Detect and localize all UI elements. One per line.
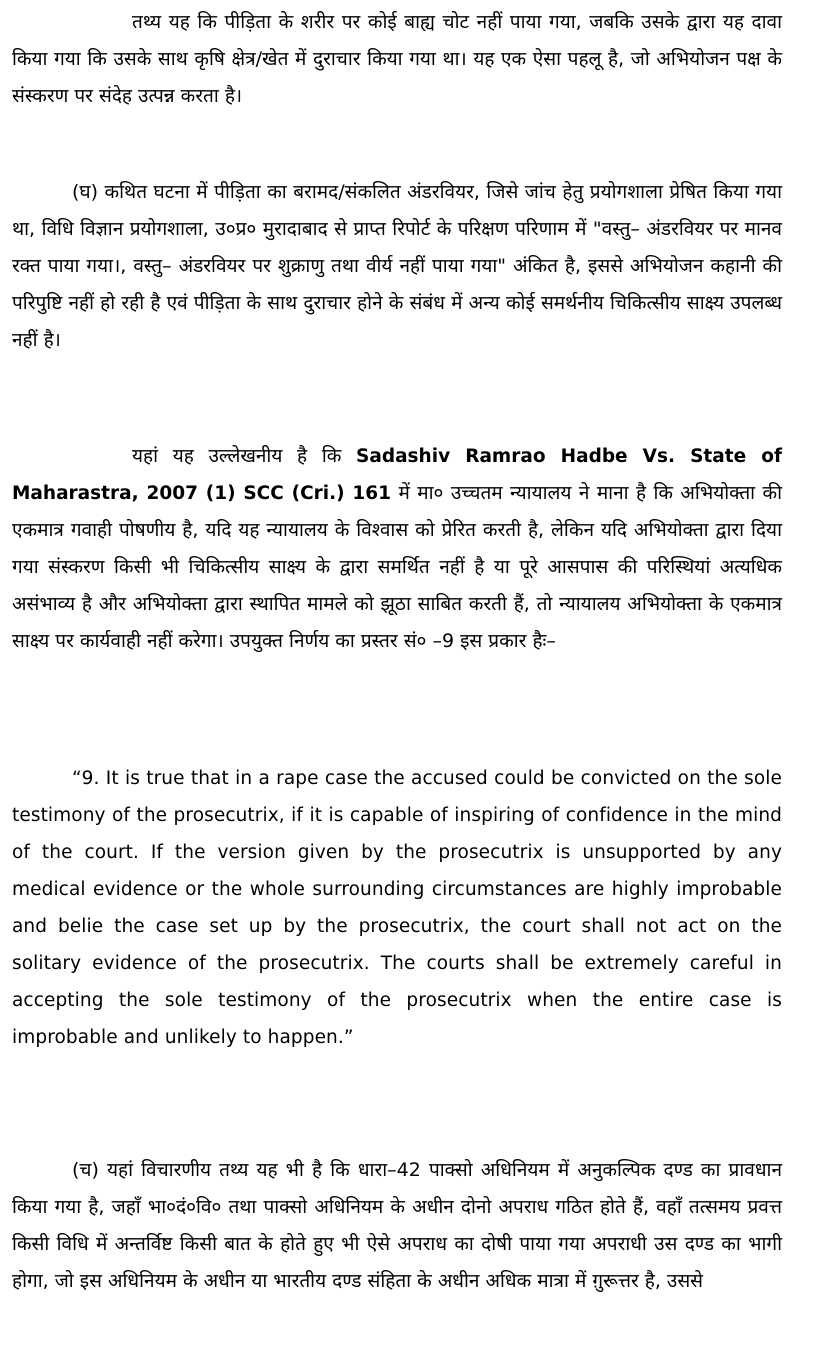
paragraph-cha-alternative-punishment: (च) यहां विचारणीय तथ्य यह भी है कि धारा–42 पाक्सो अधिनियम में अनुकल्पिक दण्ड का प्रावधान किया गया है, जहाँ भा०दं०वि० तथा पाक्सो अधिनियम के अधीन दोनो अपराध गठित होते हैं, वहाँ तत्समय प्रवत्त किसी विधि में अन्तर्विष्ट किसी बात के होते हुए भी ऐसे अपराध का दोषी पाया गया अपराधी उस दण्ड का भागी होगा, जो इस अधिनियम के अधीन या भारतीय दण्ड संहिता के अधीन अधिक मात्रा में ग़ुरूत्तर है, उससे bbox=[12, 1159, 782, 1292]
case-citation: Sadashiv Ramrao Hadbe Vs. State of Maharastra, 2007 (1) SCC (Cri.) 161 bbox=[12, 446, 782, 504]
case-law-intro-text: यहां यह उल्लेखनीय है कि bbox=[132, 445, 357, 467]
paragraph-case-law-reference bbox=[12, 438, 782, 660]
paragraph-no-external-injury: तथ्य यह कि पीड़िता के शरीर पर कोई बाह्य चोट नहीं पाया गया, जबकि उसके द्वारा यह दावा किया गया कि उसके साथ कृषि क्षेत्र/खेत में दुराचार किया गया था। यह एक ऐसा पहलू है, जो अभियोजन पक्ष के संस्करण पर संदेह उत्पन्न करता है। bbox=[12, 11, 782, 107]
quoted-judgment-paragraph-9: “9. It is true that in a rape case the accused could be convicted on the sole testimony of the prosecutrix, if it is capable of inspiring of confidence in the mind of the court. If the version given by the prosecutrix is unsupported by any medical evidence or the whole surrounding circumstances are highly improbable and belie the case set up by the prosecutrix, the court shall not act on the solitary evidence of the prosecutrix. The courts shall be extremely careful in accepting the sole testimony of the prosecutrix when the entire case is improbable and unlikely to happen.” bbox=[12, 768, 782, 1048]
paragraph-gha-forensic-report: (घ) कथित घटना में पीड़िता का बरामद/संकलित अंडरवियर, जिसे जांच हेतु प्रयोगशाला प्रेषित किया गया था, विधि विज्ञान प्रयोगशाला, उ०प्र० मुरादाबाद से प्राप्त रिपोर्ट के परिक्षण परिणाम में "वस्तु– अंडरवियर पर मानव रक्त पाया गया।, वस्तु– अंडरवियर पर शुक्राणु तथा वीर्य नहीं पाया गया" अंकित है, इससे अभियोजन कहानी की परिपुष्टि नहीं हो रही है एवं पीड़िता के साथ दुराचार होने के संबंध में अन्य कोई समर्थनीय चिकित्सीय साक्ष्य उपलब्ध नहीं है। bbox=[12, 181, 782, 351]
case-law-body-text: में मा० उच्चतम न्यायालय ने माना है कि अभियोक्ता की एकमात्र गवाही पोषणीय है, यदि यह न्यायालय के विश्वास को प्रेरित करती है, लेकिन यदि अभियोक्ता द्वारा दिया गया संस्करण किसी भी चिकित्सीय साक्ष्य के द्वारा समर्थित नहीं है या पूरे आसपास की परिस्थियां अत्यधिक असंभाव्य है और अभियोक्ता द्वारा स्थापित मामले को झूठा साबित करती हैं, तो न्यायालय अभियोक्ता के एकमात्र साक्ष्य पर कार्यवाही नहीं करेगा। उपयुक्त निर्णय का प्रस्तर सं० –9 इस प्रकार हैः– bbox=[12, 482, 782, 652]
